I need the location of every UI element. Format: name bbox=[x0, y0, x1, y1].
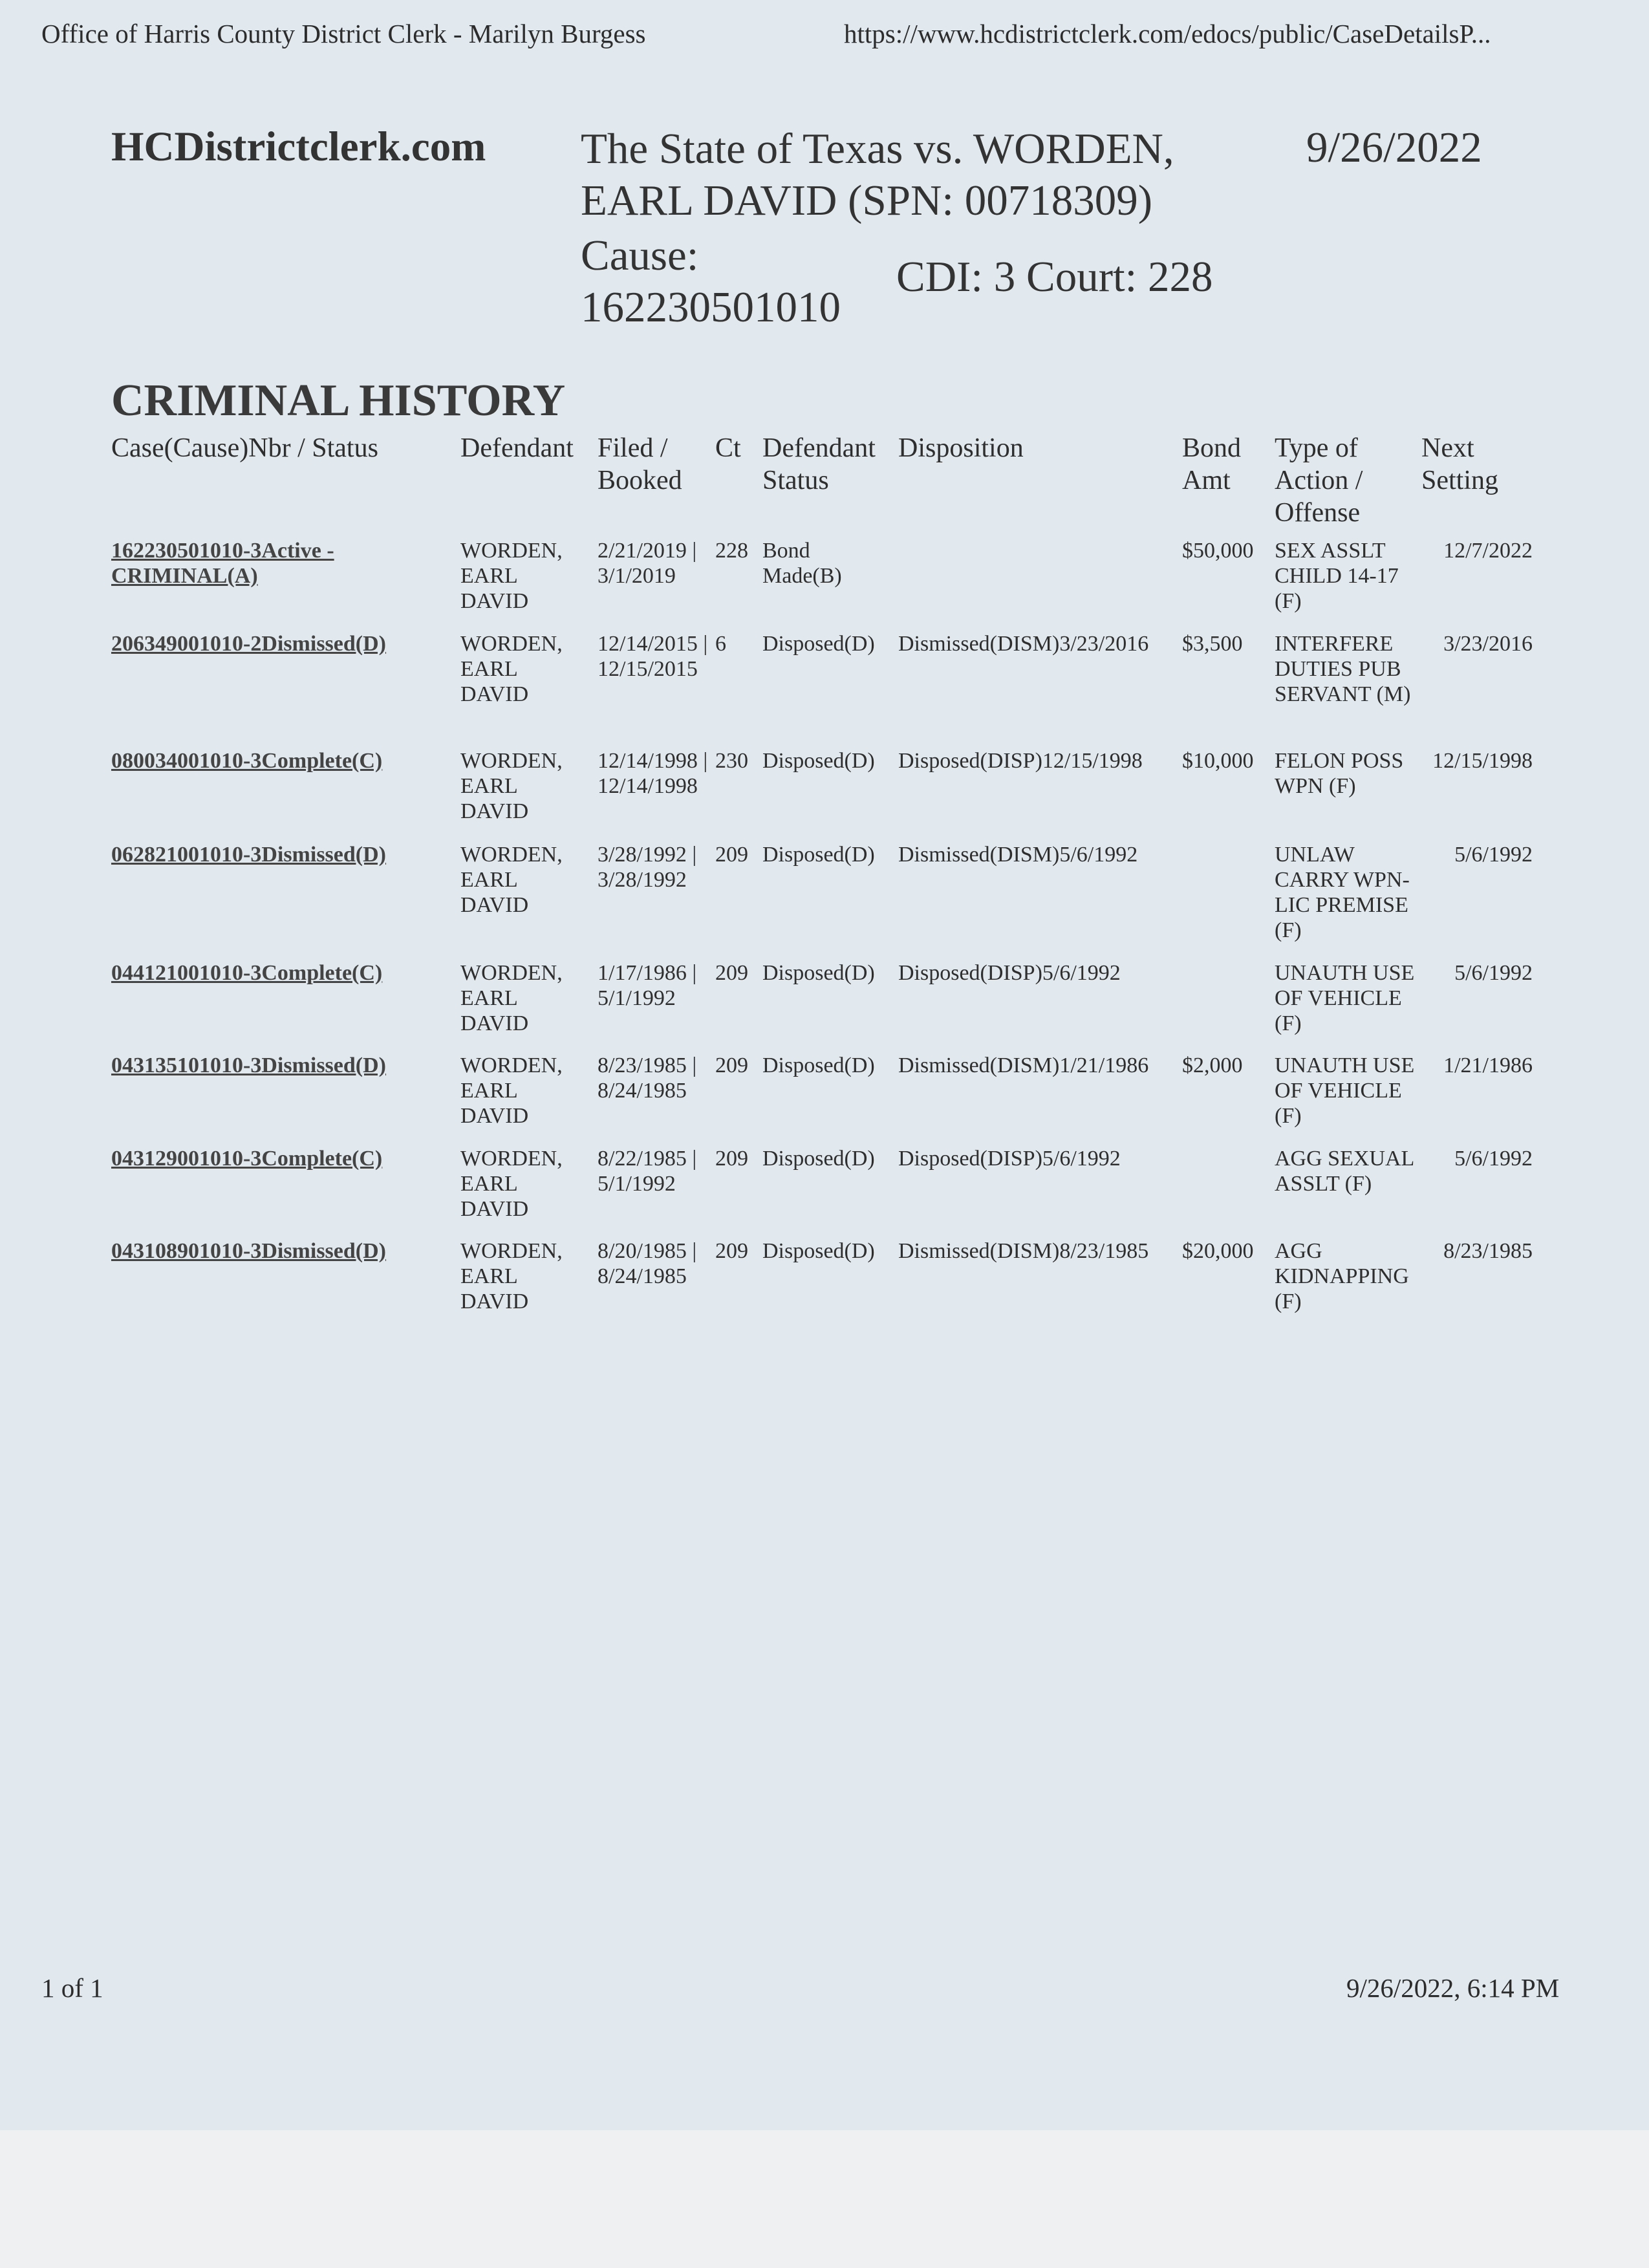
col-header-type: Type of Action / Offense bbox=[1275, 433, 1363, 528]
case-link[interactable]: 043129001010-3Complete(C) bbox=[111, 1147, 383, 1171]
next-setting-cell: 12/7/2022 bbox=[1443, 539, 1533, 563]
col-header-next: Next Setting bbox=[1421, 433, 1499, 495]
next-setting-cell: 8/23/1985 bbox=[1443, 1239, 1533, 1263]
defendant-status-cell: Disposed(D) bbox=[762, 749, 875, 773]
defendant-cell: WORDEN, EARL DAVID bbox=[460, 1147, 563, 1221]
defendant-cell: WORDEN, EARL DAVID bbox=[460, 1239, 563, 1313]
defendant-cell: WORDEN, EARL DAVID bbox=[460, 961, 563, 1035]
defendant-status-cell: Disposed(D) bbox=[762, 843, 875, 867]
site-name: HCDistrictclerk.com bbox=[111, 124, 486, 170]
court-cell: 230 bbox=[715, 749, 748, 773]
defendant-status-cell: Disposed(D) bbox=[762, 632, 875, 656]
court-cell: 209 bbox=[715, 1239, 748, 1263]
col-header-bond: Bond Amt bbox=[1182, 433, 1242, 495]
print-header-title: Office of Harris County District Clerk - Marilyn Burgess bbox=[41, 19, 646, 49]
bond-cell: $50,000 bbox=[1182, 539, 1254, 563]
offense-cell: SEX ASSLT CHILD 14-17 (F) bbox=[1275, 539, 1399, 613]
defendant-cell: WORDEN, EARL DAVID bbox=[460, 632, 563, 706]
filed-cell: 8/20/1985 | 8/24/1985 bbox=[598, 1239, 697, 1288]
filed-cell: 8/23/1985 | 8/24/1985 bbox=[598, 1053, 697, 1103]
court-cell: 209 bbox=[715, 961, 748, 985]
case-link[interactable]: 062821001010-3Dismissed(D) bbox=[111, 843, 386, 867]
disposition-cell: Dismissed(DISM)8/23/1985 bbox=[898, 1239, 1149, 1263]
scan-margin bbox=[0, 2130, 1649, 2268]
filed-cell: 1/17/1986 | 5/1/1992 bbox=[598, 961, 697, 1010]
col-header-ct: Ct bbox=[715, 433, 741, 463]
case-link[interactable]: 080034001010-3Complete(C) bbox=[111, 749, 383, 773]
defendant-cell: WORDEN, EARL DAVID bbox=[460, 843, 563, 917]
disposition-cell: Disposed(DISP)12/15/1998 bbox=[898, 749, 1143, 773]
page-number: 1 of 1 bbox=[41, 1973, 103, 2003]
offense-cell: UNAUTH USE OF VEHICLE (F) bbox=[1275, 1053, 1415, 1128]
defendant-cell: WORDEN, EARL DAVID bbox=[460, 749, 563, 823]
defendant-status-cell: Disposed(D) bbox=[762, 961, 875, 985]
case-link[interactable]: 206349001010-2Dismissed(D) bbox=[111, 632, 386, 656]
offense-cell: FELON POSS WPN (F) bbox=[1275, 749, 1404, 798]
court-cell: 228 bbox=[715, 539, 748, 563]
print-timestamp: 9/26/2022, 6:14 PM bbox=[1346, 1973, 1560, 2003]
bond-cell: $2,000 bbox=[1182, 1053, 1243, 1077]
offense-cell: UNAUTH USE OF VEHICLE (F) bbox=[1275, 961, 1415, 1035]
col-header-disposition: Disposition bbox=[898, 433, 1024, 463]
next-setting-cell: 12/15/1998 bbox=[1432, 749, 1533, 773]
next-setting-cell: 5/6/1992 bbox=[1454, 1147, 1533, 1171]
filed-cell: 8/22/1985 | 5/1/1992 bbox=[598, 1147, 697, 1196]
col-header-defendant-status: Defendant Status bbox=[762, 433, 876, 495]
defendant-status-cell: Disposed(D) bbox=[762, 1053, 875, 1077]
offense-cell: AGG KIDNAPPING (F) bbox=[1275, 1239, 1409, 1313]
bond-cell: $3,500 bbox=[1182, 632, 1243, 656]
defendant-cell: WORDEN, EARL DAVID bbox=[460, 1053, 563, 1128]
court-cell: 6 bbox=[715, 632, 726, 656]
case-link[interactable]: 162230501010-3Active - CRIMINAL(A) bbox=[111, 539, 334, 588]
filed-cell: 12/14/1998 | 12/14/1998 bbox=[598, 749, 708, 798]
page-date: 9/26/2022 bbox=[1306, 124, 1482, 171]
bond-cell: $10,000 bbox=[1182, 749, 1254, 773]
disposition-cell: Dismissed(DISM)1/21/1986 bbox=[898, 1053, 1149, 1077]
disposition-cell: Disposed(DISP)5/6/1992 bbox=[898, 961, 1121, 985]
next-setting-cell: 3/23/2016 bbox=[1443, 632, 1533, 656]
disposition-cell: Dismissed(DISM)3/23/2016 bbox=[898, 632, 1149, 656]
print-header-url: https://www.hcdistrictclerk.com/edocs/public/CaseDetailsP... bbox=[844, 19, 1491, 49]
col-header-filed: Filed / Booked bbox=[598, 433, 682, 495]
filed-cell: 3/28/1992 | 3/28/1992 bbox=[598, 843, 697, 892]
bond-cell: $20,000 bbox=[1182, 1239, 1254, 1263]
disposition-cell: Dismissed(DISM)5/6/1992 bbox=[898, 843, 1138, 867]
court-cell: 209 bbox=[715, 1053, 748, 1077]
offense-cell: UNLAW CARRY WPN-LIC PREMISE (F) bbox=[1275, 843, 1410, 942]
case-link[interactable]: 043108901010-3Dismissed(D) bbox=[111, 1239, 386, 1263]
case-link[interactable]: 043135101010-3Dismissed(D) bbox=[111, 1053, 386, 1077]
case-link[interactable]: 044121001010-3Complete(C) bbox=[111, 961, 383, 985]
court-cell: 209 bbox=[715, 843, 748, 867]
offense-cell: AGG SEXUAL ASSLT (F) bbox=[1275, 1147, 1414, 1196]
col-header-defendant: Defendant bbox=[460, 433, 574, 463]
next-setting-cell: 5/6/1992 bbox=[1454, 843, 1533, 867]
defendant-status-cell: Disposed(D) bbox=[762, 1147, 875, 1171]
court-cell: 209 bbox=[715, 1147, 748, 1171]
defendant-cell: WORDEN, EARL DAVID bbox=[460, 539, 563, 613]
section-title: CRIMINAL HISTORY bbox=[111, 376, 566, 426]
case-title: The State of Texas vs. WORDEN, EARL DAVID (SPN: 00718309) bbox=[581, 125, 1174, 224]
cdi-court: CDI: 3 Court: 228 bbox=[896, 253, 1213, 301]
next-setting-cell: 1/21/1986 bbox=[1443, 1053, 1533, 1077]
offense-cell: INTERFERE DUTIES PUB SERVANT (M) bbox=[1275, 632, 1411, 706]
disposition-cell: Disposed(DISP)5/6/1992 bbox=[898, 1147, 1121, 1171]
filed-cell: 2/21/2019 | 3/1/2019 bbox=[598, 539, 697, 588]
col-header-case: Case(Cause)Nbr / Status bbox=[111, 433, 378, 463]
defendant-status-cell: Disposed(D) bbox=[762, 1239, 875, 1263]
filed-cell: 12/14/2015 | 12/15/2015 bbox=[598, 632, 708, 681]
defendant-status-cell: Bond Made(B) bbox=[762, 539, 842, 588]
next-setting-cell: 5/6/1992 bbox=[1454, 961, 1533, 985]
cause-number: Cause: 162230501010 bbox=[581, 232, 841, 331]
